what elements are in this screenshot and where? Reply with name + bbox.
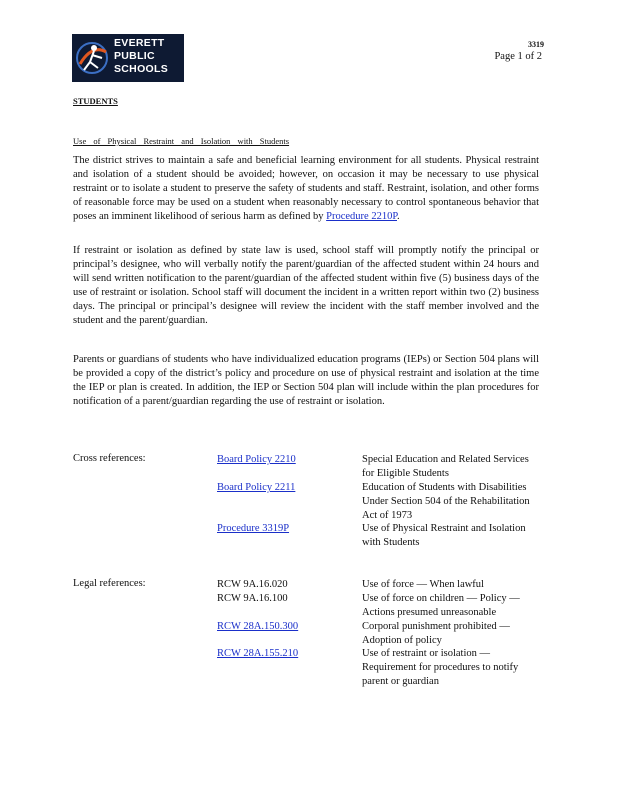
legal-ref-desc: Use of force on children — Policy — Actions presumed unreasonable: [362, 593, 520, 618]
logo-line-3: SCHOOLS: [114, 63, 169, 75]
legal-ref-item: [217, 592, 288, 606]
legal-ref-text: RCW 9A.16.020: [217, 579, 288, 590]
cross-ref-desc: Education of Students with Disabilities Under Section 504 of the Rehabilitation Act of 1973: [362, 482, 530, 521]
policy-code: 3319: [528, 40, 544, 49]
cross-ref-link[interactable]: Board Policy 2210: [217, 454, 296, 465]
logo-line-1: EVERETT: [114, 37, 165, 49]
logo-emblem-icon: [72, 34, 114, 82]
paragraph-1: [73, 154, 539, 224]
policy-title: Use of Physical Restraint and Isolation with Students: [73, 136, 290, 146]
paragraph-3: Parents or guardians of students who have individualized education programs (IEPs) or Section 504 plans will be provided a copy of the district’s policy and procedure on use of physical restraint and isolation at the time the IEP or plan is created. In addition, the IEP or Section 504 plan will include within the plan procedures for notification of a parent/guardian regarding the use of restraint or isolation.: [73, 354, 539, 407]
district-logo: [72, 34, 184, 82]
cross-ref-link[interactable]: Procedure 3319P: [217, 523, 290, 534]
cross-ref-desc: Use of Physical Restraint and Isolation with Students: [362, 523, 526, 548]
legal-references-label: Legal references:: [73, 578, 146, 589]
cross-references-label: Cross references:: [73, 453, 146, 464]
cross-ref-link[interactable]: Board Policy 2211: [217, 482, 296, 493]
legal-ref-desc: Corporal punishment prohibited — Adoption of policy: [362, 621, 510, 646]
cross-ref-item: [217, 522, 289, 536]
legal-ref-item: [217, 620, 298, 634]
legal-ref-item: [217, 578, 288, 592]
legal-ref-desc: Use of force — When lawful: [362, 579, 484, 590]
section-heading: STUDENTS: [73, 96, 118, 106]
legal-ref-link[interactable]: RCW 28A.150.300: [217, 621, 299, 632]
logo-line-2: PUBLIC: [114, 50, 155, 62]
cross-ref-item: [217, 453, 296, 467]
paragraph-2: If restraint or isolation as defined by state law is used, school staff will promptly notify the principal or principal’s designee, who will verbally notify the parent/guardian of the affected student within 24 hours and will send written notification to the parent/guardian of the affected student within five (5) business days of the use of restraint or isolation. School staff will document the incident in a written report within two (2) business days. The principal or principal’s designee will review the incident with the staff member involved and the student and the parent/guardian.: [73, 245, 539, 326]
paragraph-1-end: .: [397, 210, 400, 222]
procedure-2210p-link[interactable]: Procedure 2210P: [326, 210, 397, 222]
legal-ref-link[interactable]: RCW 28A.155.210: [217, 648, 299, 659]
page-number: Page 1 of 2: [494, 51, 542, 62]
legal-ref-desc: Use of restraint or isolation — Requirement for procedures to notify parent or guardian: [362, 648, 519, 687]
paragraph-1-text: The district strives to maintain a safe and beneficial learning environment for all students. Physical restraint and isolation of a student should be avoided; however, on occasion it may be necessary to use physical restraint or to isolate a student to preserve the safety of students and staff. Restraint, isolation, and other forms of reasonable force may be used on a student when reasonably necessary to control spontaneous behavior that poses an imminent likelihood of serious harm as defined by: [73, 155, 539, 222]
cross-ref-item: [217, 481, 295, 495]
cross-ref-desc: Special Education and Related Services for Eligible Students: [362, 454, 529, 479]
legal-ref-item: [217, 647, 298, 661]
legal-ref-text: RCW 9A.16.100: [217, 593, 288, 604]
